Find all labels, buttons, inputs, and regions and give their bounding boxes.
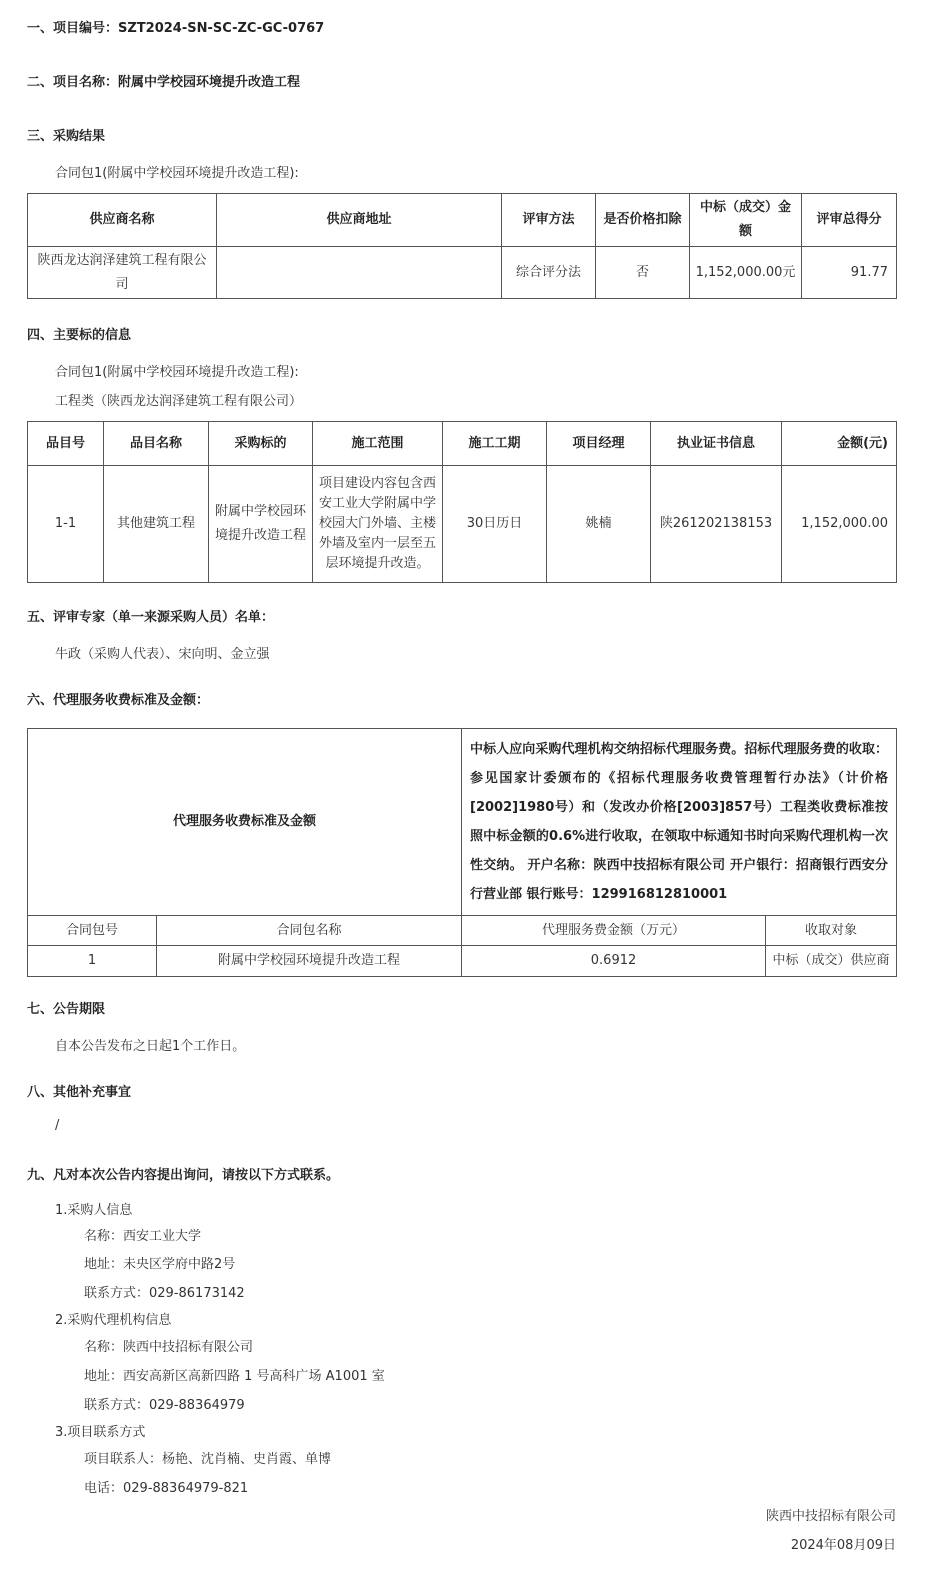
section-agency-fee: 六、代理服务收费标准及金额： xyxy=(27,693,210,708)
header-target: 采购标的 xyxy=(209,422,313,466)
table-row xyxy=(28,946,897,977)
winning-amount: 1,152,000.00元 xyxy=(690,247,802,299)
project-manager: 姚楠 xyxy=(547,466,651,583)
agency-title: 2.采购代理机构信息 xyxy=(55,1313,172,1328)
table-row xyxy=(28,466,897,583)
subject-category-label: 工程类（陕西龙达润泽建筑工程有限公司） xyxy=(55,394,303,409)
package-no: 1 xyxy=(28,946,157,977)
other-matters-text: / xyxy=(55,1118,60,1133)
purchaser-title: 1.采购人信息 xyxy=(55,1203,133,1218)
purchaser-address: 地址：未央区学府中路2号 xyxy=(84,1257,236,1272)
header-fee-amount: 代理服务费金额（万元） xyxy=(462,916,766,946)
fee-amount: 0.6912 xyxy=(462,946,766,977)
result-header-row xyxy=(28,194,897,247)
section-notice-period: 七、公告期限 xyxy=(27,1002,106,1017)
table-row xyxy=(28,247,897,299)
collect-target: 中标（成交）供应商 xyxy=(766,946,897,977)
footer-date: 2024年08月09日 xyxy=(790,1538,896,1553)
header-supplier-address: 供应商地址 xyxy=(217,194,502,247)
price-deduction: 否 xyxy=(596,247,690,299)
header-duration: 施工工期 xyxy=(443,422,547,466)
header-package-no: 合同包号 xyxy=(28,916,157,946)
project-contact-title: 3.项目联系方式 xyxy=(55,1425,146,1440)
construction-scope: 项目建设内容包含西安工业大学附属中学校园大门外墙、主楼外墙及室内一层至五层环境提升改造。 xyxy=(313,466,443,583)
header-supplier-name: 供应商名称 xyxy=(28,194,217,247)
section-project-number: 一、项目编号：SZT2024-SN-SC-ZC-GC-0767 xyxy=(27,21,325,36)
item-name: 其他建筑工程 xyxy=(104,466,209,583)
header-package-name: 合同包名称 xyxy=(157,916,462,946)
section-contact: 九、凡对本次公告内容提出询问，请按以下方式联系。 xyxy=(27,1168,340,1183)
purchaser-name: 名称：西安工业大学 xyxy=(84,1229,202,1244)
section-project-name: 二、项目名称：附属中学校园环境提升改造工程 xyxy=(27,75,301,90)
subject-table xyxy=(27,421,897,583)
section-other-matters: 八、其他补充事宜 xyxy=(27,1085,132,1100)
certificate-info: 陕261202138153 xyxy=(651,466,782,583)
result-table xyxy=(27,193,897,299)
header-price-deduction: 是否价格扣除 xyxy=(596,194,690,247)
subject-header-row xyxy=(28,422,897,466)
agency-address: 地址：西安高新区高新四路 1 号高科广场 A1001 室 xyxy=(84,1369,385,1384)
experts-list: 牛政（采购人代表）、宋向明、金立强 xyxy=(55,647,270,662)
subject-amount: 1,152,000.00 xyxy=(782,466,897,583)
fee-standard-label: 代理服务收费标准及金额 xyxy=(28,729,462,916)
header-amount: 金额(元) xyxy=(782,422,897,466)
header-manager: 项目经理 xyxy=(547,422,651,466)
supplier-name: 陕西龙达润泽建筑工程有限公司 xyxy=(28,247,217,299)
total-score: 91.77 xyxy=(802,247,897,299)
header-collect-target: 收取对象 xyxy=(766,916,897,946)
header-review-method: 评审方法 xyxy=(502,194,596,247)
fee-standard-row xyxy=(28,729,897,916)
subject-package-label: 合同包1(附属中学校园环境提升改造工程): xyxy=(55,365,299,380)
fee-table xyxy=(27,728,897,977)
item-no: 1-1 xyxy=(28,466,104,583)
project-contact-phone: 电话：029-88364979-821 xyxy=(84,1481,249,1496)
section-main-subject: 四、主要标的信息 xyxy=(27,328,132,343)
fee-standard-description: 中标人应向采购代理机构交纳招标代理服务费。招标代理服务费的收取：参见国家计委颁布的《招标代理服务收费管理暂行办法》（计价格[2002]1980号）和（发改办价格[2003]857号）工程类收费标准按照中标金额的0.6%进行收取，在领取中标通知书时向采购代理机构一次性交纳。 开户名称：陕西中技招标有限公司 开户银行：招商银行西安分行营业部 银行账号：129916812810001 xyxy=(462,729,897,916)
purchase-target: 附属中学校园环境提升改造工程 xyxy=(209,466,313,583)
result-package-label: 合同包1(附属中学校园环境提升改造工程): xyxy=(55,166,299,181)
agency-name: 名称：陕西中技招标有限公司 xyxy=(84,1340,254,1355)
supplier-address xyxy=(217,247,502,299)
header-winning-amount: 中标（成交）金额 xyxy=(690,194,802,247)
notice-period-text: 自本公告发布之日起1个工作日。 xyxy=(55,1039,246,1054)
construction-duration: 30日历日 xyxy=(443,466,547,583)
project-contact-people: 项目联系人：杨艳、沈肖楠、史肖霞、单博 xyxy=(84,1452,332,1467)
section-experts: 五、评审专家（单一来源采购人员）名单： xyxy=(27,610,275,625)
agency-phone: 联系方式：029-88364979 xyxy=(84,1398,245,1413)
header-scope: 施工范围 xyxy=(313,422,443,466)
fee-header-row xyxy=(28,916,897,946)
package-name: 附属中学校园环境提升改造工程 xyxy=(157,946,462,977)
purchaser-phone: 联系方式：029-86173142 xyxy=(84,1286,245,1301)
header-total-score: 评审总得分 xyxy=(802,194,897,247)
header-item-no: 品目号 xyxy=(28,422,104,466)
header-item-name: 品目名称 xyxy=(104,422,209,466)
header-certificate: 执业证书信息 xyxy=(651,422,782,466)
section-procurement-result: 三、采购结果 xyxy=(27,129,106,144)
review-method: 综合评分法 xyxy=(502,247,596,299)
footer-company: 陕西中技招标有限公司 xyxy=(765,1509,896,1524)
